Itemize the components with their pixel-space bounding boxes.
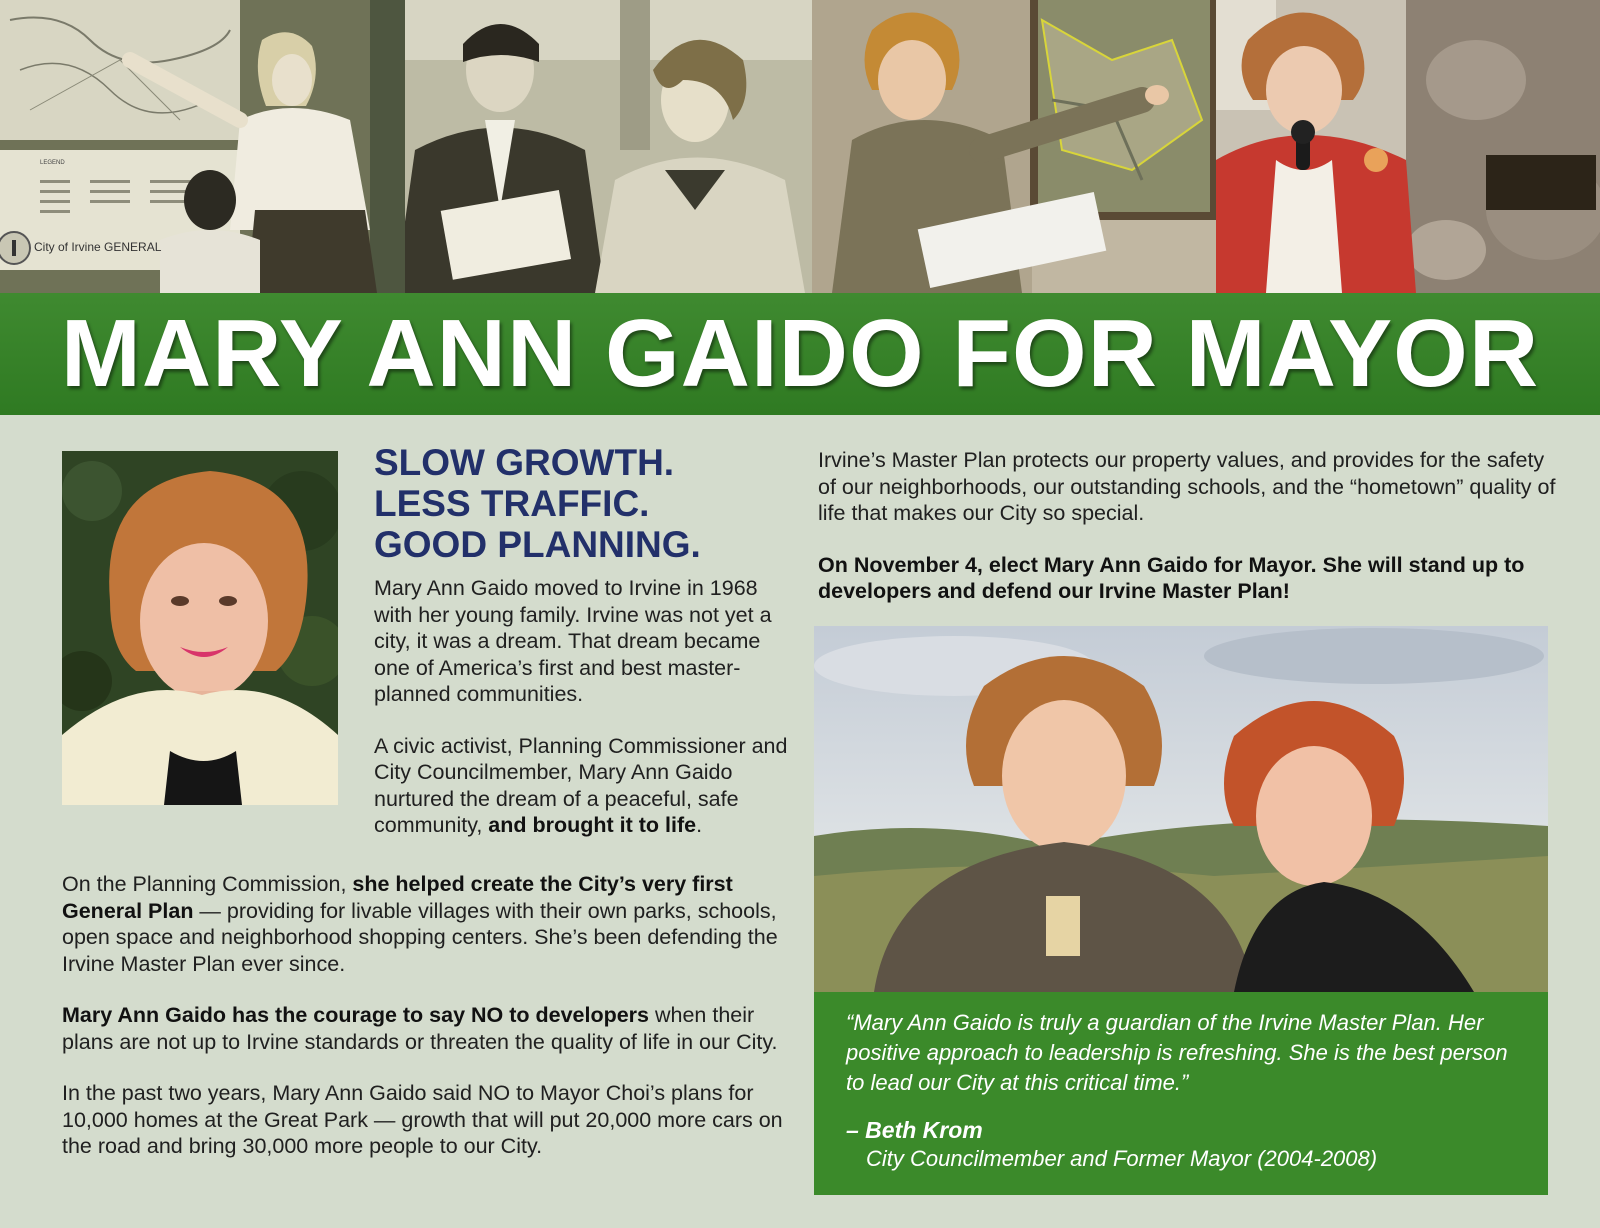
quote-author: – Beth Krom [846,1117,983,1143]
photo-woman-at-map [0,0,405,293]
planning-commission-paragraph [62,871,802,977]
endorsement-photo [814,626,1548,992]
endorsement-quote-box [814,992,1548,1195]
courage-paragraph [62,1002,802,1055]
photo-speaking-microphone [1216,0,1600,293]
photo-council-reading [405,0,812,293]
city-sign-text: City of Irvine GENERAL [34,240,162,254]
left-column-text [62,871,802,1185]
endorsement-quote: “Mary Ann Gaido is truly a guardian of the Irvine Master Plan. Her positive approach to leadership is refreshing. She is the best person to lead our City at this critical time.” [846,1010,1508,1095]
intro-p2-end: . [696,813,703,837]
master-plan-paragraph: Irvine’s Master Plan protects our property values, and provides for the safety of our neighborhoods, our outstanding schools, and the “hometown” quality of life that makes our City so special. [818,448,1556,525]
intro-p2-text: A civic activist, Planning Commissioner and City Councilmember, Mary Ann Gaido nurtured the dream of a peaceful, safe community, [374,733,788,837]
title-banner [0,293,1600,415]
map-legend-label: LEGEND [40,160,65,166]
great-park-paragraph: In the past two years, Mary Ann Gaido said NO to Mayor Choi’s plans for 10,000 homes at the Great Park — growth that will put 20,000 more cars on the road and bring 30,000 more people to our City. [62,1081,783,1158]
slogan-line-2: LESS TRAFFIC. [374,483,650,524]
call-to-action: On November 4, elect Mary Ann Gaido for Mayor. She will stand up to developers and defend our Irvine Master Plan! [818,552,1525,603]
intro-paragraph-1: Mary Ann Gaido moved to Irvine in 1968 with her young family. Irvine was not yet a city, it was a dream. That dream became one of America’s first and best master-planned communities. [374,576,772,706]
p1-start: On the Planning Commission, [62,872,353,896]
right-column-text [818,447,1558,630]
intro-p2-emphasis: and brought it to life [488,813,697,837]
page-title: MARY ANN GAIDO FOR MAYOR [60,300,1540,407]
intro-text [374,575,794,864]
slogan-line-3: GOOD PLANNING. [374,524,701,565]
p1-end: — providing for livable villages with their own parks, schools, open space and neighborhood shopping centers. She’s been defending the Irvine Master Plan ever since. [62,898,778,976]
p2-end: when their plans are not up to Irvine standards or threaten the quality of life in our City. [62,1003,778,1054]
slogan-block [374,442,774,565]
slogan-line-1: SLOW GROWTH. [374,442,675,483]
candidate-portrait [62,451,338,805]
photo-pointing-aerial-map [812,0,1216,293]
p2-emphasis: Mary Ann Gaido has the courage to say NO to developers [62,1003,650,1027]
p1-emphasis: she helped create the City’s very first General Plan [62,872,733,923]
photo-strip [0,0,1600,293]
intro-paragraph-2 [374,733,794,839]
quote-author-role: City Councilmember and Former Mayor (2004-2008) [866,1146,1378,1171]
